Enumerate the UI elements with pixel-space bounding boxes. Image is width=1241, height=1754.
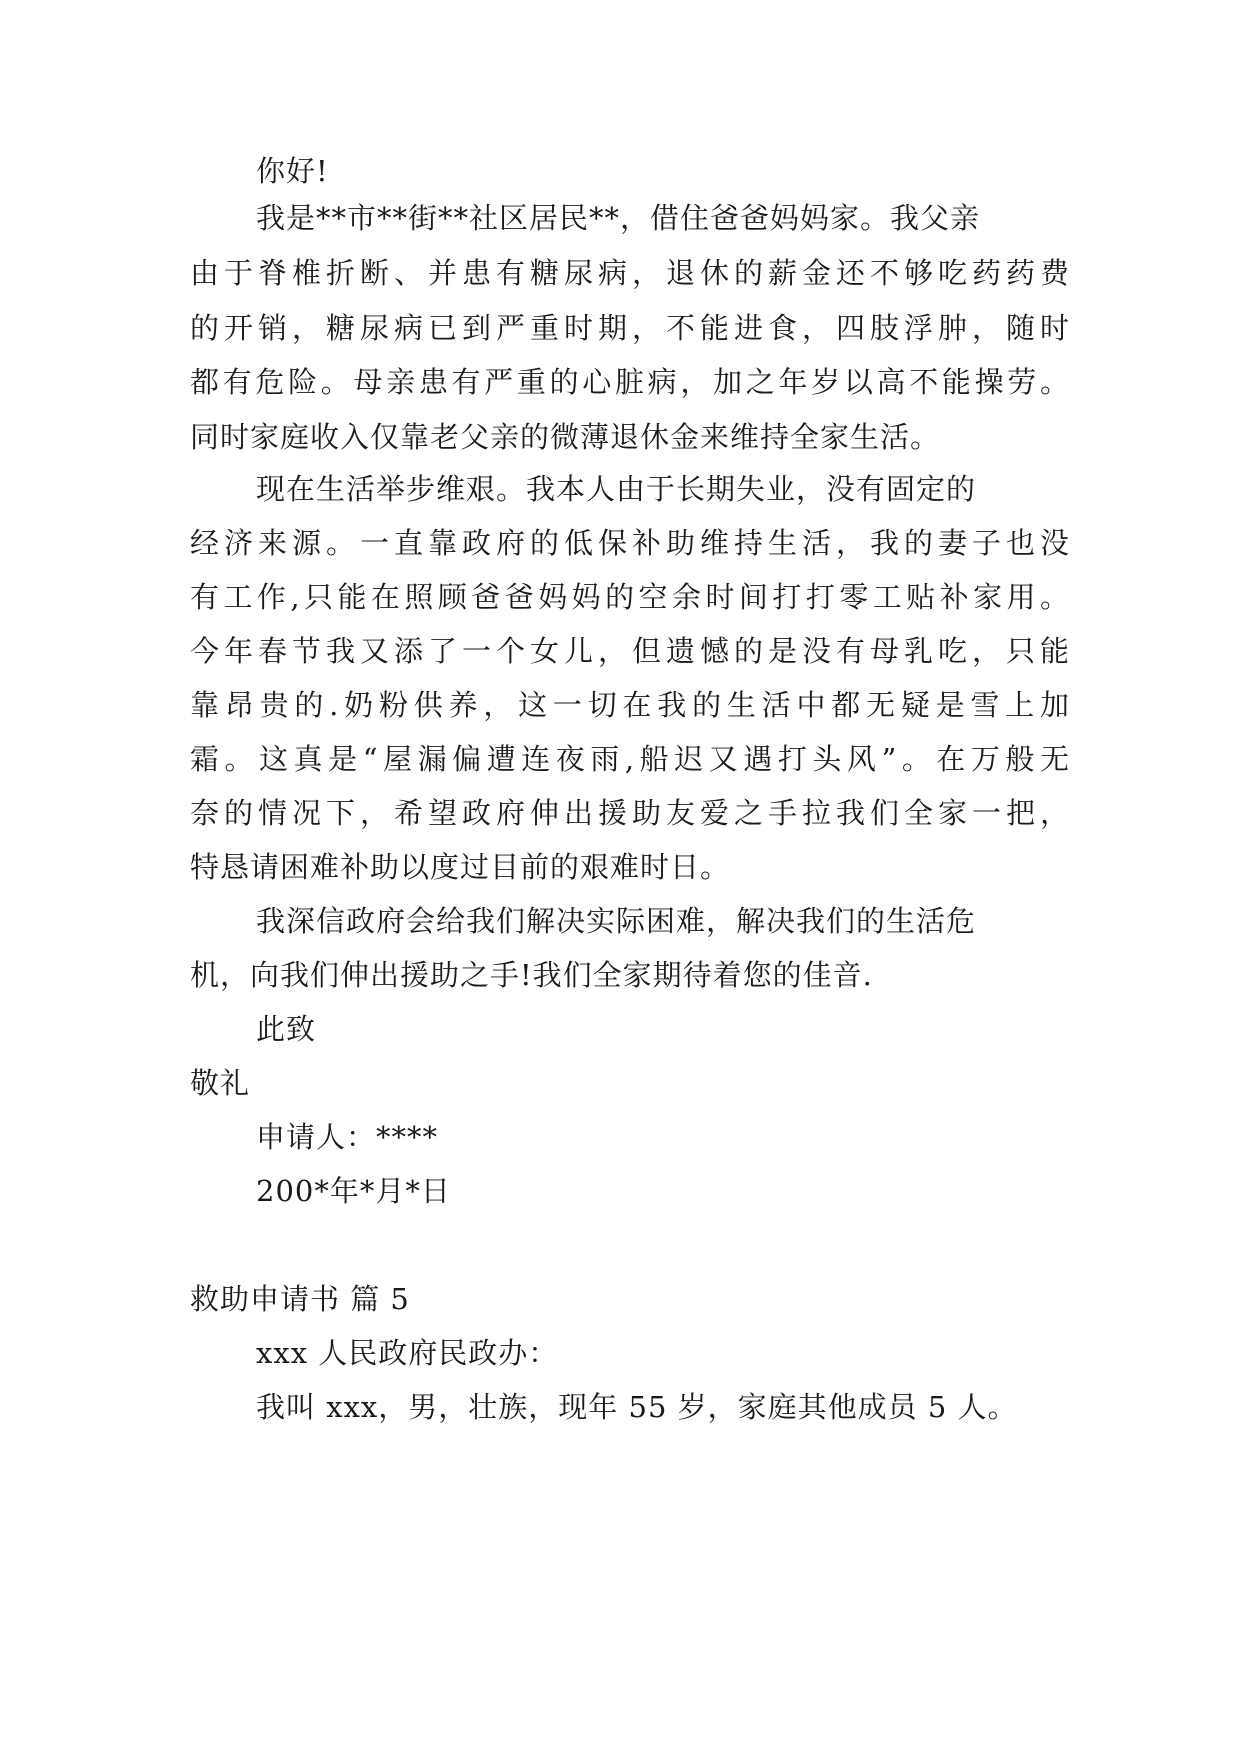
paragraph-line: 我深信政府会给我们解决实际困难，解决我们的生活危 xyxy=(256,904,977,938)
paragraph-line: 特恳请困难补助以度过目前的艰难时日。 xyxy=(190,850,731,884)
paragraph-line: 的开销，糖尿病已到严重时期，不能进食，四肢浮肿，随时 xyxy=(190,311,1070,345)
signature-date: 200*年*月*日 xyxy=(256,1174,451,1208)
paragraph-line: 经济来源。一直靠政府的低保补助维持生活，我的妻子也没 xyxy=(190,526,1070,560)
paragraph-line: 都有危险。母亲患有严重的心脏病，加之年岁以高不能操劳。 xyxy=(190,365,1070,399)
paragraph-line: 有工作,只能在照顾爸爸妈妈的空余时间打打零工贴补家用。 xyxy=(190,580,1070,614)
paragraph-line: 今年春节我又添了一个女儿，但遗憾的是没有母乳吃，只能 xyxy=(190,634,1070,668)
salutation: 敬礼 xyxy=(190,1066,251,1100)
paragraph-line: 霜。这真是“屋漏偏遭连夜雨,船迟又遇打头风”。在万般无 xyxy=(190,742,1070,776)
paragraph-line: 由于脊椎折断、并患有糖尿病，退休的薪金还不够吃药药费 xyxy=(190,256,1070,290)
closing-phrase: 此致 xyxy=(256,1012,317,1046)
paragraph-line: 现在生活举步维艰。我本人由于长期失业，没有固定的 xyxy=(256,472,977,506)
paragraph-line: 同时家庭收入仅靠老父亲的微薄退休金来维持全家生活。 xyxy=(190,420,941,454)
recipient-line: xxx 人民政府民政办： xyxy=(256,1336,559,1370)
paragraph-line: 我叫 xxx，男，壮族，现年 55 岁，家庭其他成员 5 人。 xyxy=(256,1390,1018,1424)
applicant-signature: 申请人：**** xyxy=(256,1120,439,1154)
greeting: 你好! xyxy=(256,154,329,188)
paragraph-line: 机，向我们伸出援助之手!我们全家期待着您的佳音. xyxy=(190,958,873,992)
paragraph-line: 靠昂贵的.奶粉供养，这一切在我的生活中都无疑是雪上加 xyxy=(190,688,1070,722)
section-title: 救助申请书 篇 5 xyxy=(190,1282,410,1316)
paragraph-line: 奈的情况下，希望政府伸出援助友爱之手拉我们全家一把， xyxy=(190,796,1070,830)
paragraph-line: 我是**市**街**社区居民**，借住爸爸妈妈家。我父亲 xyxy=(256,201,981,235)
